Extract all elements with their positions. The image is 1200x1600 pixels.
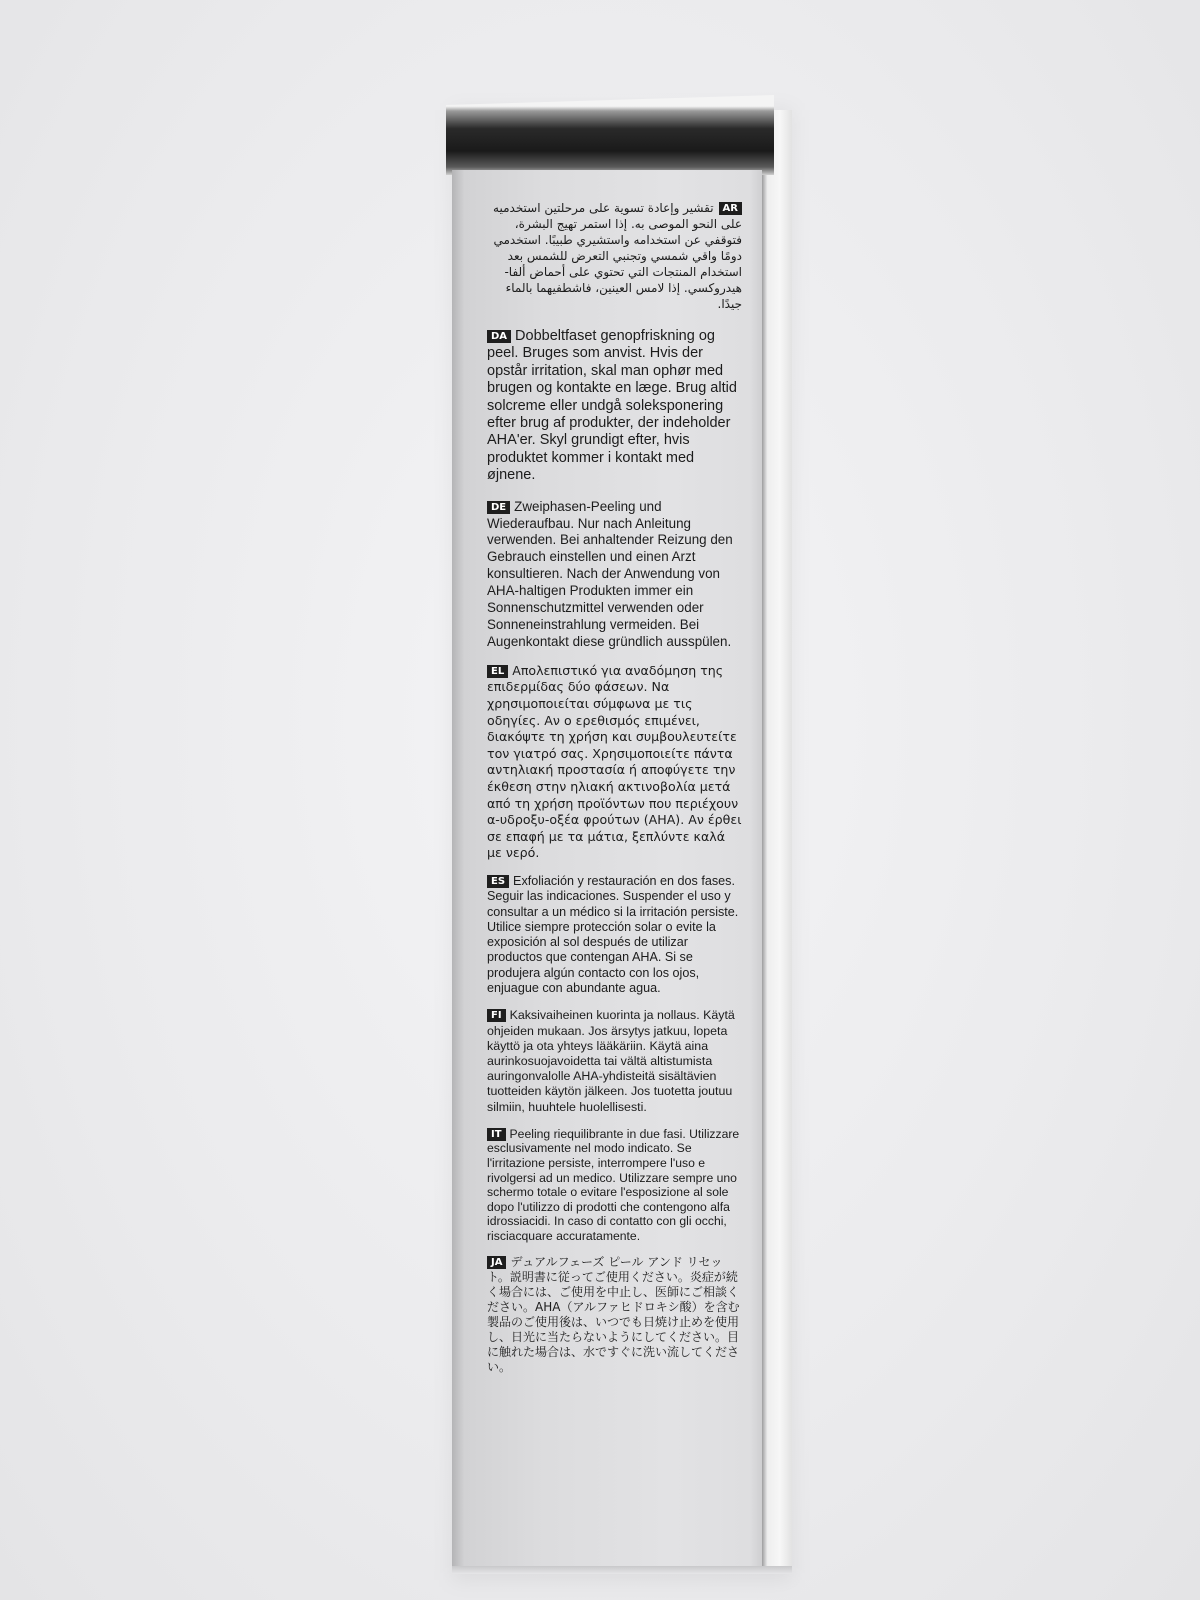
instruction-block-it xyxy=(487,1127,742,1244)
instruction-block-ar xyxy=(487,200,742,312)
instruction-text: Απολεπιστικό για αναδόμηση της επιδερμίδας δύο φάσεων. Να χρησιμοποιείται σύμφωνα με τις οδηγίες. Αν ο ερεθισμός επιμένει, διακόψτε τη χρήση και συμβουλευτείτε τον γιατρό σας. Χρησιμοποιείτε πάντα αντηλιακή προστασία ή αποφύγετε την έκθεση στην ηλιακή ακτινοβολία μετά από τη χρήση προϊόντων που περιέχουν α-υδροξυ-οξέα φρούτων (AHA). Αν έρθει σε επαφή με τα μάτια, ξεπλύντε καλά με νερό. xyxy=(487,662,742,861)
instruction-block-da xyxy=(487,328,742,485)
language-tag: JA xyxy=(487,1256,506,1269)
instruction-text: Kaksivaiheinen kuorinta ja nollaus. Käytä ohjeiden mukaan. Jos ärsytys jatkuu, lopeta käyttö ja ota yhteys lääkäriin. Käytä aina aurinkosuojavoidetta tai vältä altistumista auringonvalolle AHA-yhdisteitä sisältävien tuotteiden käytön jälkeen. Jos tuotetta joutuu silmiin, huuhtele huolellisesti. xyxy=(487,1008,735,1114)
instruction-block-fi xyxy=(487,1008,742,1114)
box-side-panel xyxy=(762,110,792,1570)
instruction-text: Zweiphasen-Peeling und Wiederaufbau. Nur nach Anleitung verwenden. Bei anhaltender Reizung den Gebrauch einstellen und einen Arzt konsultieren. Nach der Anwendung von AHA-haltigen Produkten immer ein Sonnenschutzmittel verwenden oder Sonneneinstrahlung vermeiden. Bei Augenkontakt diese gründlich ausspülen. xyxy=(487,498,733,649)
language-tag: DE xyxy=(487,501,510,514)
language-tag: DA xyxy=(487,330,511,343)
instruction-text: Dobbeltfaset genopfriskning og peel. Bruges som anvist. Hvis der opstår irritation, skal man ophør med brugen og kontakte en læge. Brug altid solcreme eller undgå soleksponering efter brug af produkter, der indeholder AHA'er. Skyl grundigt efter, hvis produktet kommer i kontakt med øjnene. xyxy=(487,328,737,484)
instruction-text: Exfoliación y restauración en dos fases. Seguir las indicaciones. Suspender el uso y consultar a un médico si la irritación persiste. Utilice siempre protección solar o evite la exposición al sol después de utilizar productos que contengan AHA. Si se produjera algún contacto con los ojos, enjuague con abundante agua. xyxy=(487,873,739,996)
instruction-block-el xyxy=(487,663,742,862)
language-tag: AR xyxy=(719,202,742,215)
box-top-flap xyxy=(446,95,774,175)
instruction-text: Peeling riequilibrante in due fasi. Utilizzare esclusivamente nel modo indicato. Se l'irritazione persiste, interrompere l'uso e rivolgersi ad un medico. Utilizzare sempre uno schermo totale o evitare l'esposizione al sole dopo l'utilizzo di prodotti che contengono alfa idrossiacidi. In caso di contatto con gli occhi, risciacquare accuratamente. xyxy=(487,1126,740,1243)
box-bottom-edge xyxy=(452,1566,792,1574)
instruction-block-de xyxy=(487,499,742,651)
instructions-text-panel xyxy=(487,200,742,1385)
instruction-block-es xyxy=(487,874,742,996)
language-tag: EL xyxy=(487,665,508,678)
instruction-text: デュアルフェーズ ピール アンド リセット。説明書に従ってご使用ください。炎症が続く場合には、ご使用を中止し、医師にご相談ください。AHA（アルファヒドロキシ酸）を含む製品のご使用後は、いつでも日焼け止めを使用し、日光に当たらないようにしてください。目に触れた場合は、水ですぐに洗い流してください。 xyxy=(487,1255,740,1375)
language-tag: ES xyxy=(487,875,509,888)
language-tag: IT xyxy=(487,1128,506,1141)
instruction-block-ja xyxy=(487,1255,742,1375)
instruction-text: تقشير وإعادة تسوية على مرحلتين استخدميه على النحو الموصى به. إذا استمر تهيج البشرة، فتوقفي عن استخدامه واستشيري طبيبًا. استخدمي دومًا واقي شمسي وتجنبي التعرض للشمس بعد استخدام المنتجات التي تحتوي على أحماض ألفا-هيدروكسي. إذا لامس العينين، فاشطفيهما بالماء جيدًا. xyxy=(493,201,742,311)
language-tag: FI xyxy=(487,1009,506,1022)
